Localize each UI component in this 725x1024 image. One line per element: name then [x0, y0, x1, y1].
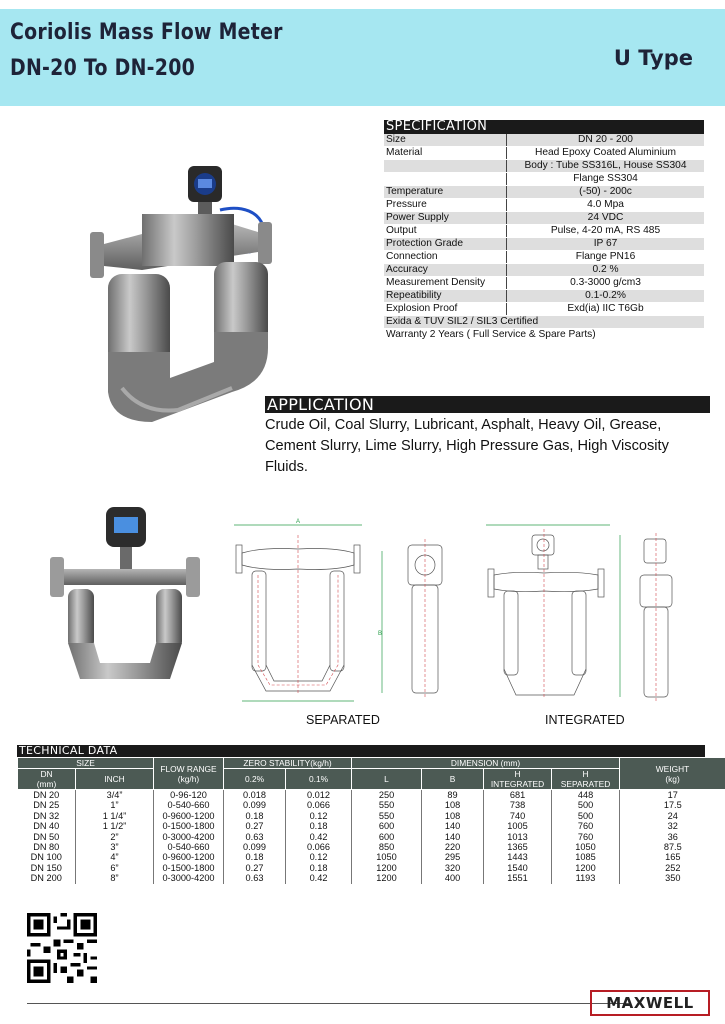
table-cell: 0-1500-1800: [154, 863, 224, 873]
spec-row: [384, 238, 704, 251]
table-cell: 1085: [552, 852, 620, 862]
spec-row: [384, 173, 704, 186]
table-cell: 1”: [76, 800, 154, 810]
spec-value: 4.0 Mpa: [506, 199, 704, 211]
table-cell: 0.42: [286, 832, 352, 842]
table-cell: DN 100: [18, 852, 76, 862]
table-cell: 1050: [352, 852, 422, 862]
spec-row: [384, 225, 704, 238]
header-zs-02: 0.2%: [224, 769, 286, 790]
header-inch: INCH: [76, 769, 154, 790]
integrated-drawing: [480, 515, 692, 710]
spec-note: Exida & TUV SIL2 / SIL3 Certified: [386, 316, 539, 327]
spec-value: 0.2 %: [506, 264, 704, 276]
spec-value: Flange PN16: [506, 251, 704, 263]
specification-panel: [384, 120, 704, 342]
header-weight: WEIGHT (kg): [620, 758, 725, 790]
table-cell: 220: [422, 842, 484, 852]
spec-value: 0.1-0.2%: [506, 290, 704, 302]
table-cell: 738: [484, 800, 552, 810]
spec-value: 24 VDC: [506, 212, 704, 224]
table-cell: 320: [422, 863, 484, 873]
table-row: [18, 852, 725, 862]
spec-value: Body : Tube SS316L, House SS304: [506, 160, 704, 172]
table-cell: 0.099: [224, 842, 286, 852]
table-cell: 0.018: [224, 790, 286, 801]
spec-row: [384, 277, 704, 290]
spec-value: Flange SS304: [506, 173, 704, 185]
spec-row: [384, 303, 704, 316]
table-cell: 0.18: [286, 821, 352, 831]
table-cell: 140: [422, 821, 484, 831]
table-cell: 0.012: [286, 790, 352, 801]
spec-row: [384, 290, 704, 303]
header-h-separated: H SEPARATED: [552, 769, 620, 790]
table-row: [18, 832, 725, 842]
table-row: [18, 821, 725, 831]
table-cell: 24: [667, 810, 678, 821]
spec-value: IP 67: [506, 238, 704, 250]
spec-note: Warranty 2 Years ( Full Service & Spare Parts): [386, 329, 596, 340]
table-cell: 760: [552, 832, 620, 842]
table-cell: 0.18: [286, 863, 352, 873]
spec-row: [384, 212, 704, 225]
table-cell: 295: [422, 852, 484, 862]
header-l: L: [352, 769, 422, 790]
table-cell: 681: [484, 790, 552, 801]
table-cell: 0-540-660: [154, 842, 224, 852]
table-cell: 6”: [76, 863, 154, 873]
table-cell: 850: [352, 842, 422, 852]
table-cell: 0.27: [224, 821, 286, 831]
table-cell: 1365: [484, 842, 552, 852]
table-cell: 1200: [352, 873, 422, 883]
table-cell: 1 1/4”: [76, 811, 154, 821]
table-cell: 600: [352, 821, 422, 831]
page-title: Coriolis Mass Flow Meter: [10, 20, 283, 45]
spec-row: [384, 251, 704, 264]
spec-label: Connection: [386, 250, 438, 262]
table-cell: 140: [422, 832, 484, 842]
table-cell: DN 25: [18, 800, 76, 810]
dim-a-label: A: [295, 519, 301, 525]
table-cell: 0.066: [286, 842, 352, 852]
table-cell: 252: [665, 862, 681, 873]
table-cell: DN 80: [18, 842, 76, 852]
table-cell: DN 32: [18, 811, 76, 821]
table-row: [18, 811, 725, 821]
table-cell: 0.63: [224, 873, 286, 883]
table-cell: 17: [667, 790, 678, 800]
spec-label: Material: [386, 146, 423, 158]
table-cell: 0.12: [286, 811, 352, 821]
spec-label: Temperature: [386, 185, 444, 197]
spec-row-full: [384, 329, 704, 342]
spec-label: Output: [386, 224, 417, 236]
table-cell: 0-1500-1800: [154, 821, 224, 831]
technical-data-table: [17, 757, 725, 884]
table-row: [18, 873, 725, 883]
technical-data-panel: [17, 745, 705, 884]
spec-label: Power Supply: [386, 211, 449, 223]
table-cell: 0.12: [286, 852, 352, 862]
spec-value: Head Epoxy Coated Aluminium: [506, 147, 704, 159]
header-size: SIZE: [18, 758, 154, 769]
spec-label: Repeatibility: [386, 289, 442, 301]
table-cell: 3”: [76, 842, 154, 852]
header-dn: DN (mm): [18, 769, 76, 790]
table-cell: 1200: [552, 863, 620, 873]
application-panel: [265, 396, 710, 478]
spec-label: Protection Grade: [386, 237, 464, 249]
table-cell: 0-9600-1200: [154, 811, 224, 821]
spec-row: [384, 186, 704, 199]
header-b: B: [422, 769, 484, 790]
table-row: [18, 790, 725, 801]
spec-value: 0.3-3000 g/cm3: [506, 277, 704, 289]
header-zero-stability: ZERO STABILITY(kg/h): [224, 758, 352, 769]
table-cell: 0-96-120: [154, 790, 224, 801]
table-cell: 550: [352, 800, 422, 810]
table-cell: 1193: [552, 873, 620, 883]
table-cell: 740: [484, 811, 552, 821]
table-cell: 1013: [484, 832, 552, 842]
specification-table: [384, 134, 704, 342]
table-cell: 0.18: [224, 852, 286, 862]
table-cell: 0.63: [224, 832, 286, 842]
table-cell: 350: [665, 873, 681, 884]
table-cell: 0.099: [224, 800, 286, 810]
product-photo-main: [82, 152, 292, 432]
spec-label: Pressure: [386, 198, 427, 210]
table-cell: DN 200: [18, 873, 76, 883]
table-cell: 1050: [552, 842, 620, 852]
footer-divider: [27, 1003, 630, 1004]
table-cell: DN 150: [18, 863, 76, 873]
table-cell: 0.066: [286, 800, 352, 810]
table-row: [18, 863, 725, 873]
spec-value: Pulse, 4-20 mA, RS 485: [506, 225, 704, 237]
spec-label: Accuracy: [386, 263, 428, 275]
spec-row-full: [384, 316, 704, 329]
table-cell: 0-540-660: [154, 800, 224, 810]
spec-row: [384, 199, 704, 212]
table-cell: 0-3000-4200: [154, 832, 224, 842]
table-cell: 8”: [76, 873, 154, 883]
spec-value: Exd(ia) IIC T6Gb: [506, 303, 704, 315]
table-cell: 108: [422, 811, 484, 821]
table-cell: 4”: [76, 852, 154, 862]
table-cell: 0.27: [224, 863, 286, 873]
table-cell: 550: [352, 811, 422, 821]
spec-value: DN 20 - 200: [506, 134, 704, 146]
table-row: [18, 842, 725, 852]
table-cell: DN 40: [18, 821, 76, 831]
type-label: U Type: [613, 46, 693, 70]
header-zs-01: 0.1%: [286, 769, 352, 790]
separated-caption: SEPARATED: [306, 713, 380, 727]
application-text: Crude Oil, Coal Slurry, Lubricant, Asphalt, Heavy Oil, Grease, Cement Slurry, Lime Slurry, High Pressure Gas, High Viscosity Fluids.: [265, 417, 669, 475]
table-cell: 89: [422, 790, 484, 801]
separated-drawing: [222, 515, 454, 710]
table-cell: 600: [352, 832, 422, 842]
application-title: APPLICATION: [265, 396, 710, 413]
table-cell: 0-9600-1200: [154, 852, 224, 862]
spec-label: Size: [386, 133, 406, 145]
spec-row: [384, 134, 704, 147]
table-cell: 1005: [484, 821, 552, 831]
table-cell: DN 20: [18, 790, 76, 801]
technical-data-title: TECHNICAL DATA: [17, 745, 705, 757]
page-subtitle: DN-20 To DN-200: [10, 56, 196, 81]
spec-label: Explosion Proof: [386, 302, 458, 314]
dim-b-label: B: [378, 631, 383, 637]
table-cell: 2”: [76, 832, 154, 842]
table-cell: 1 1/2”: [76, 821, 154, 831]
table-cell: 3/4”: [76, 790, 154, 801]
table-cell: 36: [667, 831, 678, 842]
table-cell: 500: [552, 811, 620, 821]
table-cell: 1551: [484, 873, 552, 883]
spec-value: (-50) - 200c: [506, 186, 704, 198]
table-cell: 0-3000-4200: [154, 873, 224, 883]
table-cell: 87.5: [663, 842, 682, 853]
specification-title: SPECIFICATION: [384, 120, 704, 134]
header-dimension: DIMENSION (mm): [352, 758, 620, 769]
table-cell: 108: [422, 800, 484, 810]
table-cell: 1443: [484, 852, 552, 862]
header-h-integrated: H INTEGRATED: [484, 769, 552, 790]
table-cell: 0.42: [286, 873, 352, 883]
spec-row: [384, 147, 704, 160]
header-flow-range: FLOW RANGE (kg/h): [154, 758, 224, 790]
spec-row: [384, 264, 704, 277]
table-cell: 500: [552, 800, 620, 810]
spec-label: Measurement Density: [386, 276, 486, 288]
table-cell: 17.5: [663, 800, 682, 811]
table-cell: 400: [422, 873, 484, 883]
table-cell: 32: [667, 821, 678, 832]
table-cell: 448: [552, 790, 620, 801]
table-row: [18, 800, 725, 810]
integrated-caption: INTEGRATED: [545, 713, 625, 727]
spec-row: [384, 160, 704, 173]
table-cell: 1200: [352, 863, 422, 873]
table-cell: 250: [352, 790, 422, 801]
product-photo-side: [46, 503, 204, 693]
table-cell: 165: [665, 852, 681, 863]
table-cell: 1540: [484, 863, 552, 873]
brand-logo: MAXWELL: [590, 990, 710, 1016]
table-cell: 760: [552, 821, 620, 831]
table-cell: 0.18: [224, 811, 286, 821]
qr-code-icon: [27, 913, 97, 983]
table-cell: DN 50: [18, 832, 76, 842]
